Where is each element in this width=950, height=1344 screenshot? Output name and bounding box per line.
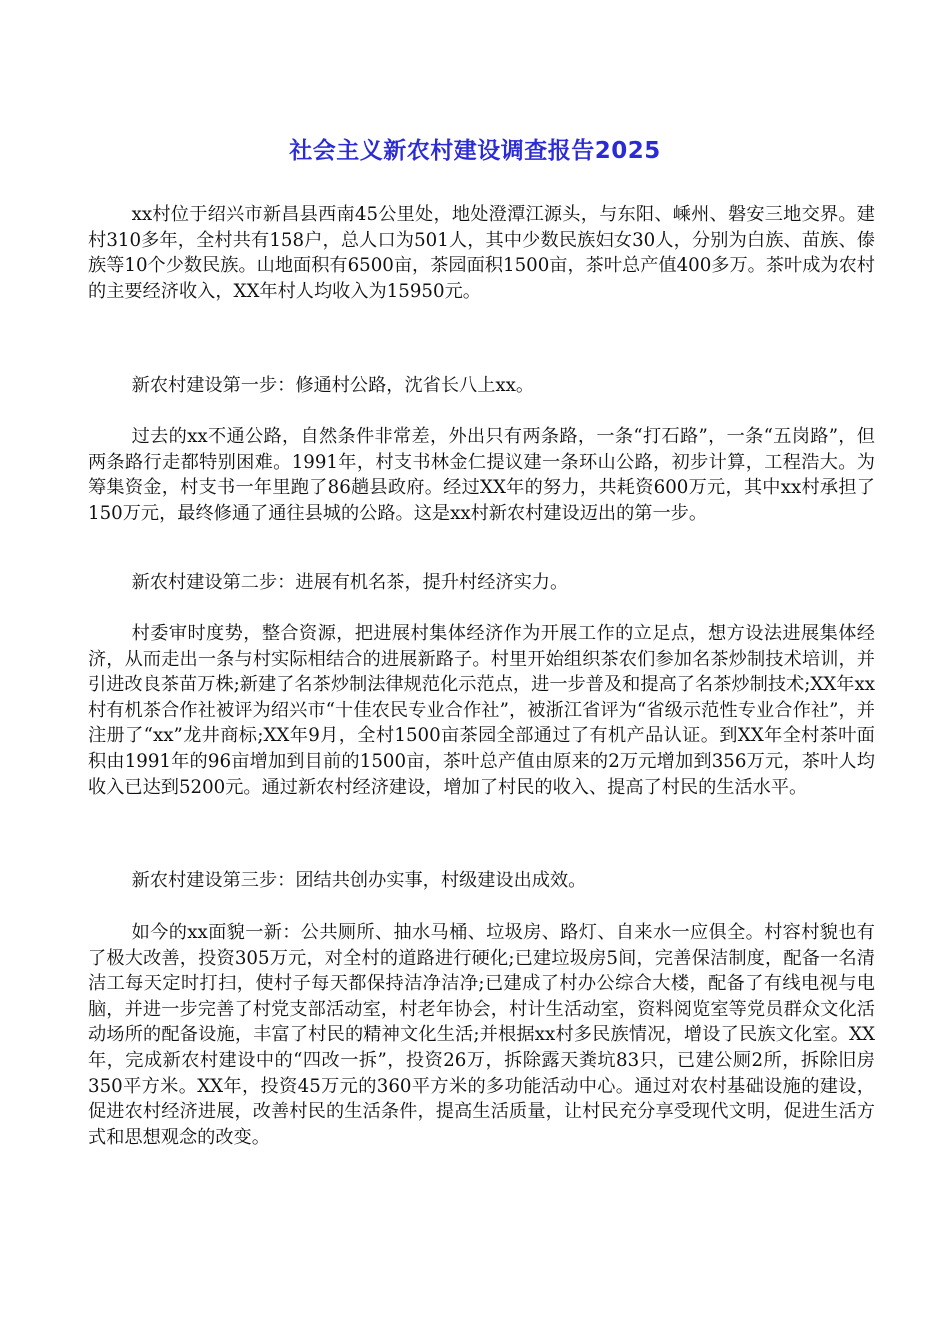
section-heading-step-3: 新农村建设第三步：团结共创办实事，村级建设出成效。	[131, 870, 587, 891]
paragraph-intro: xx村位于绍兴市新昌县西南45公里处，地处澄潭江源头，与东阳、嵊州、磐安三地交界。建村310多年，全村共有158户，总人口为501人，其中少数民族妇女30人，分别为白族、苗族、傣族等10个少数民族。山地面积有6500亩，茶园面积1500亩，茶叶总产值400多万。茶叶成为农村的主要经济收入，XX年村人均收入为15950元。	[88, 204, 875, 302]
section-heading-step-2: 新农村建设第二步：进展有机名茶，提升村经济实力。	[131, 572, 569, 593]
paragraph-step-1: 过去的xx不通公路，自然条件非常差，外出只有两条路，一条“打石路”，一条“五岗路”，但两条路行走都特别困难。1991年，村支书林金仁提议建一条环山公路，初步计算，工程浩大。为筹集资金，村支书一年里跑了86趟县政府。经过XX年的努力，共耗资600万元，其中xx村承担了150万元，最终修通了通往县城的公路。这是xx村新农村建设迈出的第一步。	[88, 426, 875, 524]
page-title: 社会主义新农村建设调查报告2025	[289, 138, 661, 164]
section-heading-step-1: 新农村建设第一步：修通村公路，沈省长八上xx。	[131, 375, 535, 396]
paragraph-step-2: 村委审时度势，整合资源，把进展村集体经济作为开展工作的立足点，想方设法进展集体经济，从而走出一条与村实际相结合的进展新路子。村里开始组织茶农们参加名茶炒制技术培训，并引进改良茶苗万株;新建了名茶炒制法律规范化示范点，进一步普及和提高了名茶炒制技术;XX年xx村有机茶合作社被评为绍兴市“十佳农民专业合作社”，被浙江省评为“省级示范性专业合作社”，并注册了“xx”龙井商标;XX年9月，全村1500亩茶园全部通过了有机产品认证。到XX年全村茶叶面积由1991年的96亩增加到目前的1500亩，茶叶总产值由原来的2万元增加到356万元，茶叶人均收入已达到5200元。通过新农村经济建设，增加了村民的收入、提高了村民的生活水平。	[88, 623, 875, 798]
paragraph-step-3: 如今的xx面貌一新：公共厕所、抽水马桶、垃圾房、路灯、自来水一应俱全。村容村貌也有了极大改善，投资305万元，对全村的道路进行硬化;已建垃圾房5间，完善保洁制度，配备一名清洁工每天定时打扫，使村子每天都保持洁净洁净;已建成了村办公综合大楼，配备了有线电视与电脑，并进一步完善了村党支部活动室，村老年协会，村计生活动室，资料阅览室等党员群众文化活动场所的配备设施，丰富了村民的精神文化生活;并根据xx村多民族情况，增设了民族文化室。XX年，完成新农村建设中的“四改一拆”，投资26万，拆除露天粪坑83只，已建公厕2所，拆除旧房350平方米。XX年，投资45万元的360平方米的多功能活动中心。通过对农村基础设施的建设，促进农村经济进展，改善村民的生活条件，提高生活质量，让村民充分享受现代文明，促进生活方式和思想观念的改变。	[88, 922, 875, 1148]
